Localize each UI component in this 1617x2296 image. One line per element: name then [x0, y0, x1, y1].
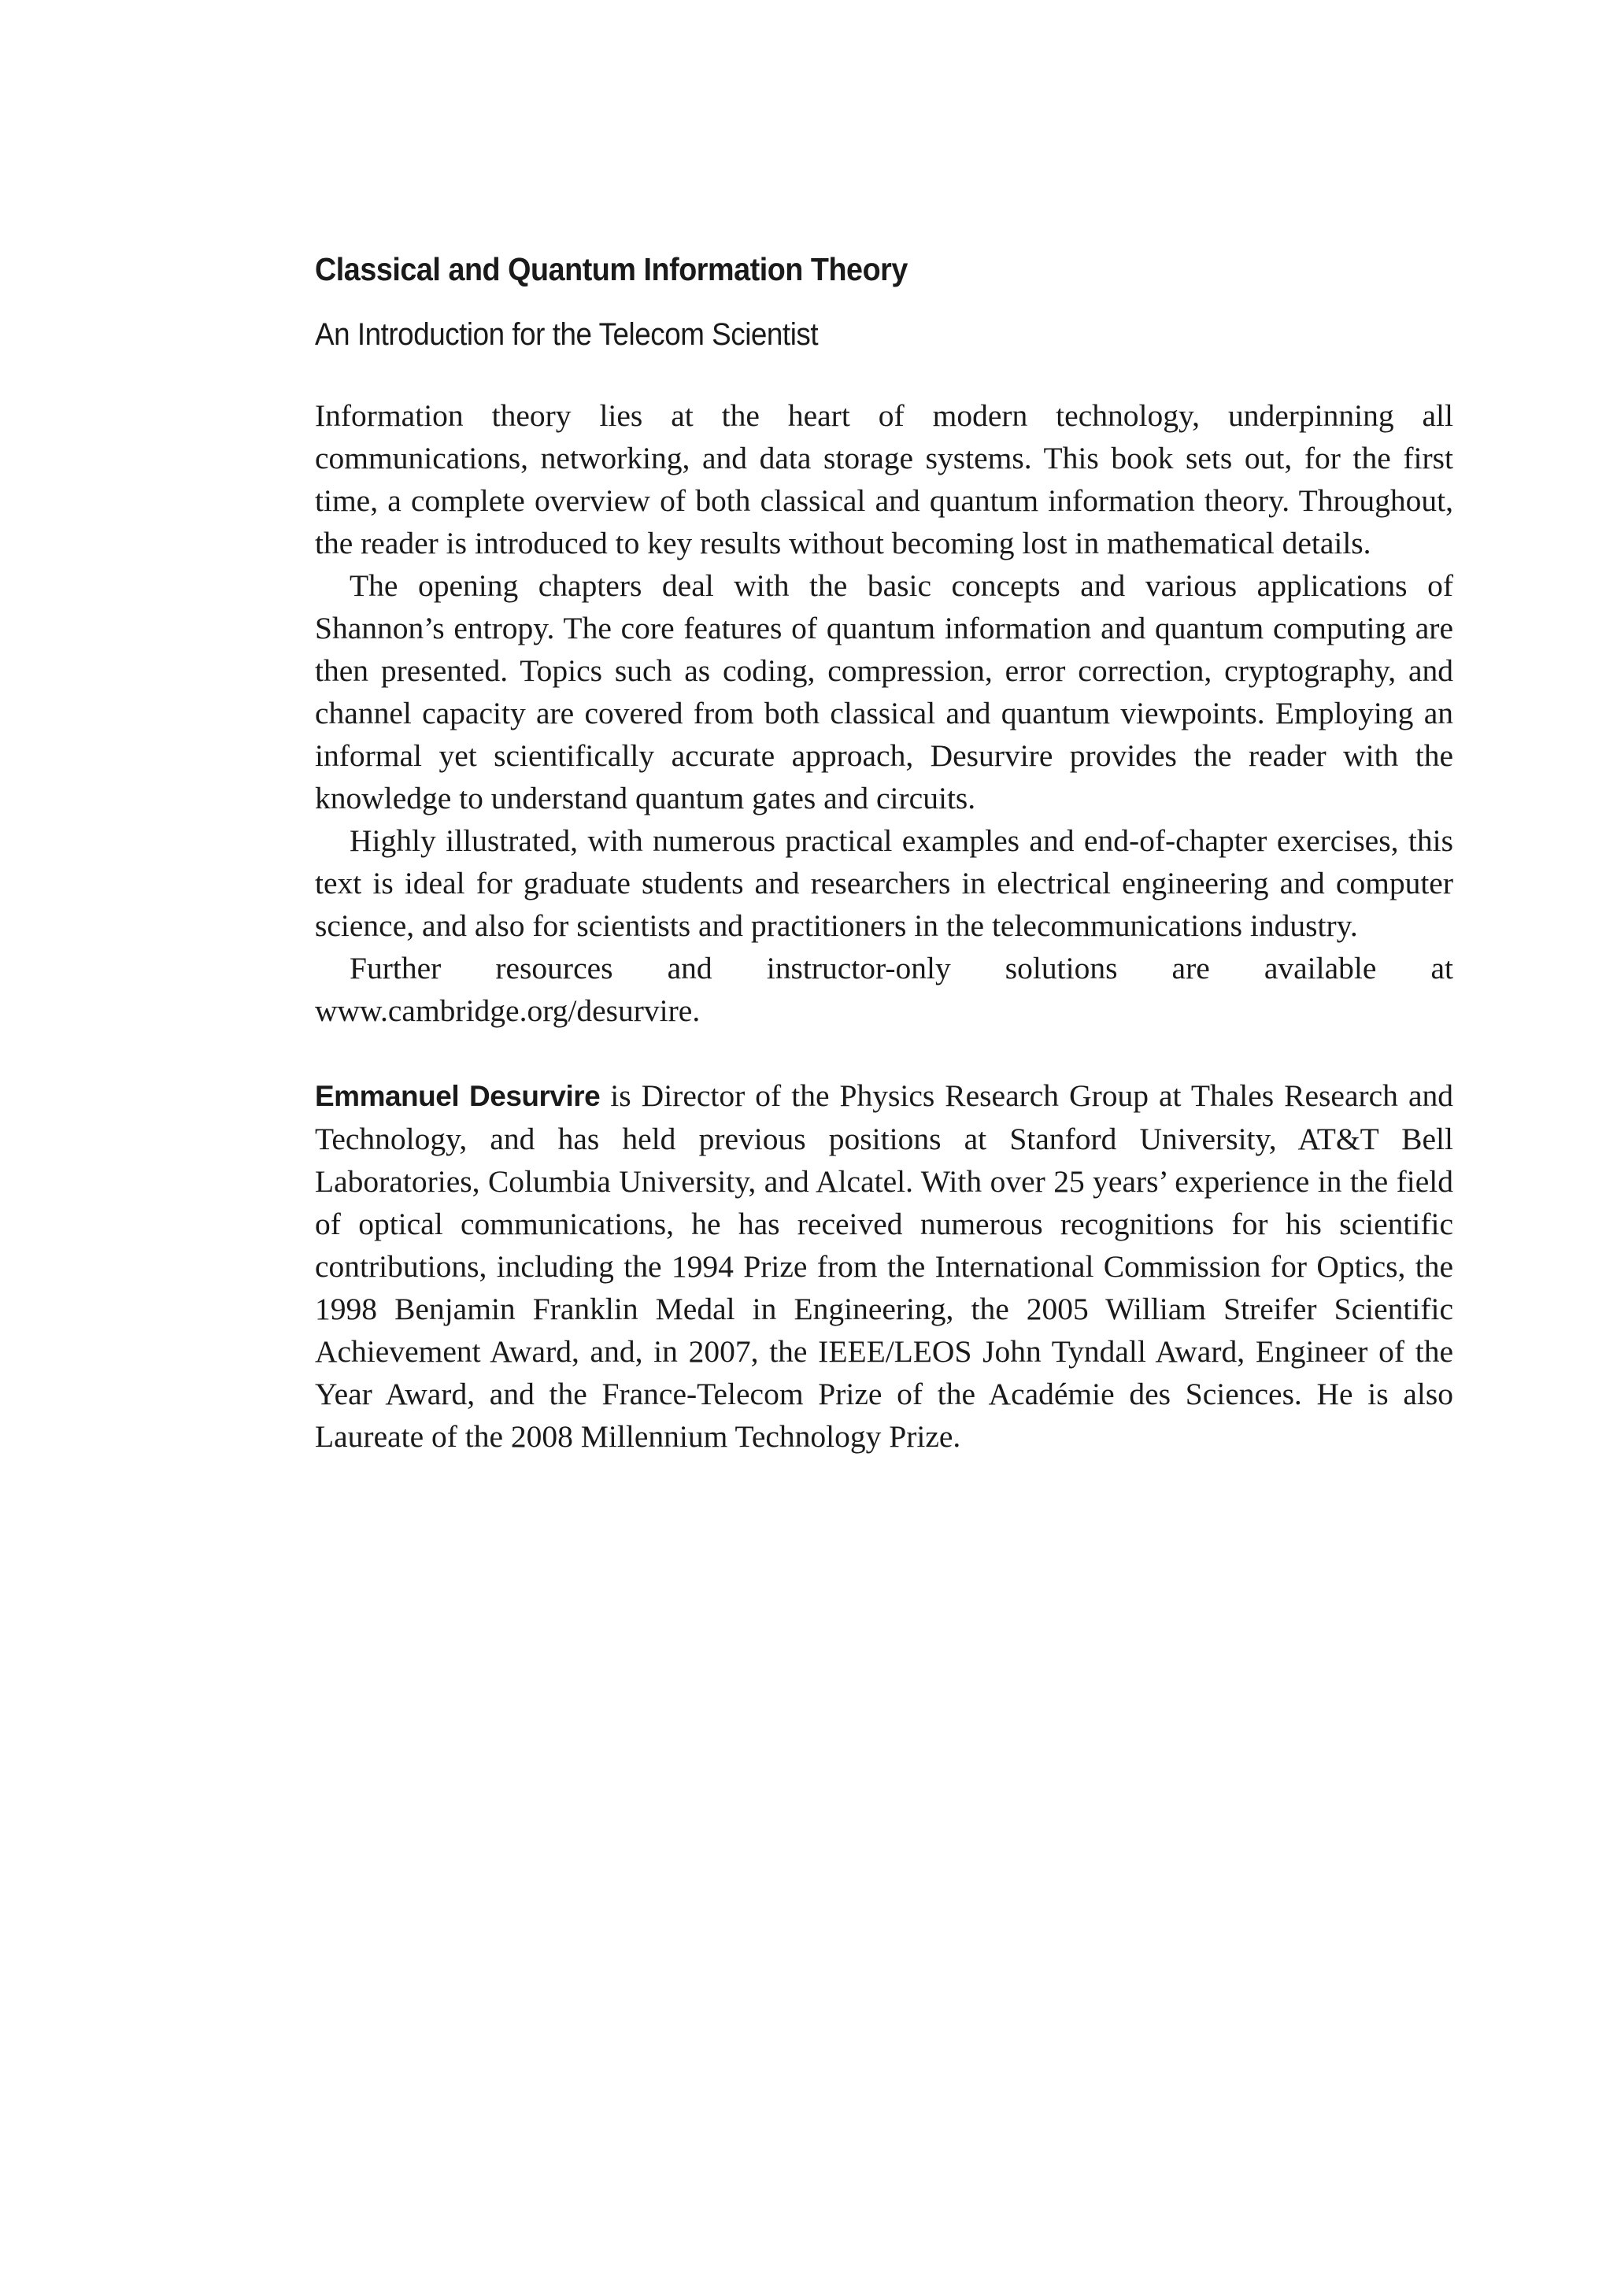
- author-bio-section: [315, 1074, 1453, 1458]
- blurb-paragraph-3: Highly illustrated, with numerous practical examples and end-of-chapter exercises, this text is ideal for graduate students and researchers in electrical engineering and computer science, and also for scientists and practitioners in the telecommunications industry.: [315, 823, 1453, 944]
- blurb-paragraph-2: The opening chapters deal with the basic concepts and various applications of Shannon’s entropy. The core features of quantum information and quantum computing are then presented. Topics such as coding, compression, error correction, cryptography, and channel capacity are covered from both classical and quantum viewpoints. Employing an informal yet scientifically accurate approach, Desurvire provides the reader with the knowledge to understand quantum gates and circuits.: [315, 568, 1453, 816]
- book-description-page: [315, 250, 1453, 1458]
- author-bio: [315, 1074, 1453, 1458]
- book-blurb: [315, 394, 1453, 1032]
- blurb-paragraph-4: Further resources and instructor-only solutions are available at www.cambridge.org/desurvire.: [315, 951, 1453, 1029]
- blurb-paragraph-1: Information theory lies at the heart of modern technology, underpinning all communications, networking, and data storage systems. This book sets out, for the first time, a complete overview of both classical and quantum information theory. Throughout, the reader is introduced to key results without becoming lost in mathematical details.: [315, 398, 1453, 561]
- author-name: Emmanuel Desurvire: [315, 1080, 601, 1113]
- book-subtitle: An Introduction for the Telecom Scientist: [315, 317, 819, 353]
- author-bio-text: is Director of the Physics Research Group at Thales Research and Technology, and has held previous positions at Stanford University, AT&T Bell Laboratories, Columbia University, and Alcatel. With over 25 years’ experience in the field of optical communications, he has received numerous recognitions for his scientific contributions, including the 1994 Prize from the International Commission for Optics, the 1998 Benjamin Franklin Medal in Engineering, the 2005 William Streifer Scientific Achievement Award, and, in 2007, the IEEE/LEOS John Tyndall Award, Engineer of the Year Award, and the France-Telecom Prize of the Académie des Sciences. He is also Laureate of the 2008 Millennium Technology Prize.: [315, 1078, 1453, 1455]
- book-title: Classical and Quantum Information Theory: [315, 251, 908, 287]
